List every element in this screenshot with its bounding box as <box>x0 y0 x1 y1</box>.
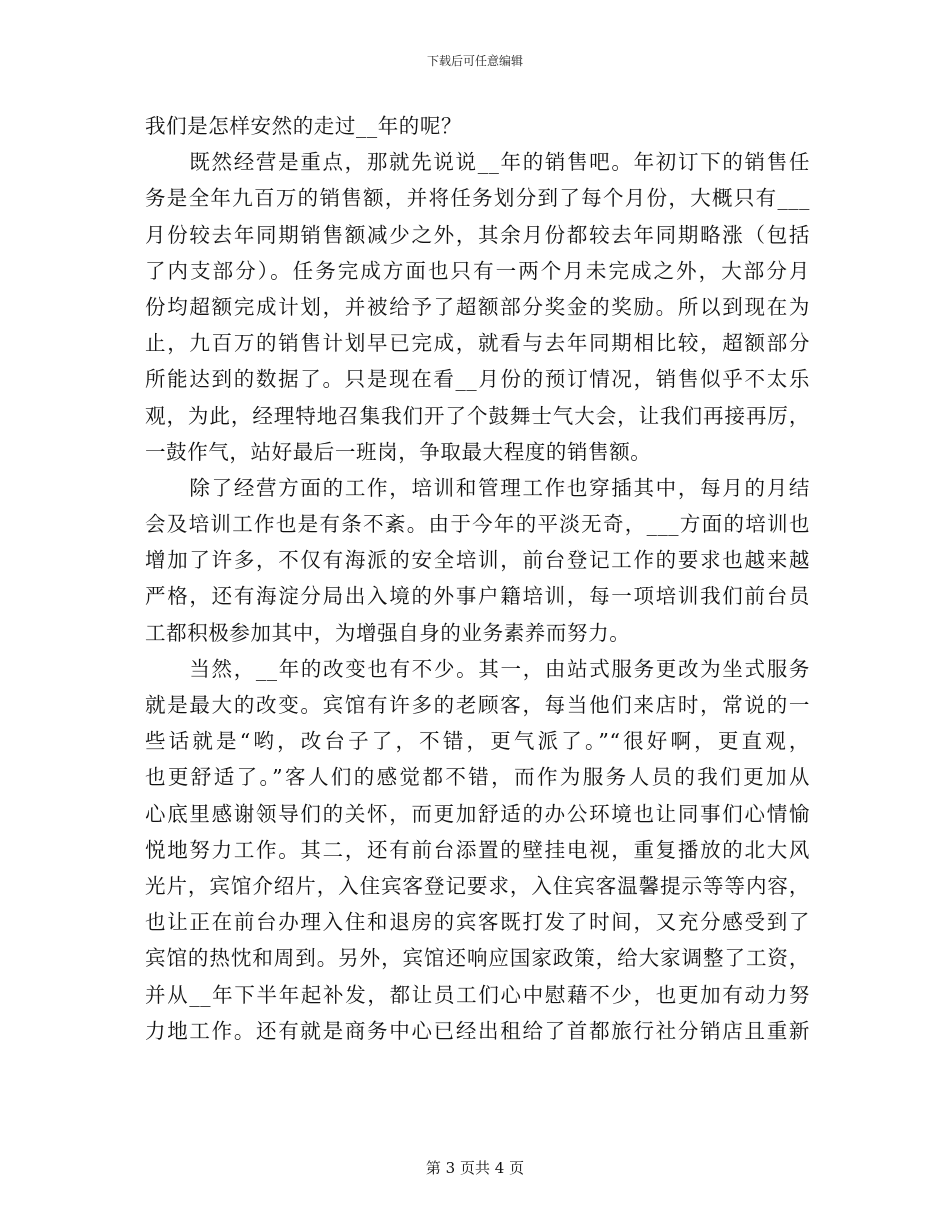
text-line: 我们是怎样安然的走过__年的呢？ <box>145 114 463 138</box>
text-line: 也让正在前台办理入住和退房的宾客既打发了时间，又充分感受到了 <box>145 910 810 935</box>
text-line: 心底里感谢领导们的关怀，而更加舒适的办公环境也让同事们心情愉 <box>145 801 810 826</box>
text-line: 既然经营是重点，那就先说说__年的销售吧。年初订下的销售任 <box>145 150 810 175</box>
text-line: 光片，宾馆介绍片，入住宾客登记要求，入住宾客温馨提示等等内容， <box>145 873 810 898</box>
text-line: 月份较去年同期销售额减少之外，其余月份都较去年同期略涨（包括 <box>145 222 810 247</box>
text-line: 增加了许多，不仅有海派的安全培训，前台登记工作的要求也越来越 <box>145 548 810 573</box>
text-line: 除了经营方面的工作，培训和管理工作也穿插其中，每月的月结 <box>145 475 810 500</box>
text-line: 一鼓作气，站好最后一班岗，争取最大程度的销售额。 <box>145 439 652 464</box>
text-line: 就是最大的改变。宾馆有许多的老顾客，每当他们来店时，常说的一 <box>145 693 810 717</box>
text-line: 严格，还有海淀分局出入境的外事户籍培训，每一项培训我们前台员 <box>145 584 810 609</box>
page-header: 下载后可任意编辑 <box>426 54 523 68</box>
text-line: 也更舒适了。”客人们的感觉都不错，而作为服务人员的我们更加从 <box>145 765 810 790</box>
text-line: 所能达到的数据了。只是现在看__月份的预订情况，销售似乎不太乐 <box>145 367 810 392</box>
text-line: 止，九百万的销售计划早已完成，就看与去年同期相比较，超额部分 <box>145 331 810 356</box>
text-line: 工都积极参加其中，为增强自身的业务素养而努力。 <box>145 620 631 645</box>
text-line: 并从__年下半年起补发，都让员工们心中慰藉不少，也更加有动力努 <box>145 982 810 1007</box>
text-line: 悦地努力工作。其二，还有前台添置的壁挂电视，重复播放的北大风 <box>145 837 810 862</box>
text-line: 观，为此，经理特地召集我们开了个鼓舞士气大会，让我们再接再厉， <box>145 403 810 428</box>
page-footer: 第 3 页共 4 页 <box>425 1159 525 1177</box>
text-line: 宾馆的热忱和周到。另外，宾馆还响应国家政策，给大家调整了工资， <box>145 946 810 971</box>
text-line: 份均超额完成计划，并被给予了超额部分奖金的奖励。所以到现在为 <box>145 294 810 319</box>
text-line: 会及培训工作也是有条不紊。由于今年的平淡无奇，___方面的培训也 <box>145 512 810 537</box>
text-line: 些话就是“哟，改台子了，不错，更气派了。”“很好啊，更直观， <box>145 729 810 754</box>
document-body <box>145 108 810 1049</box>
text-line: 当然，__年的改变也有不少。其一，由站式服务更改为坐式服务 <box>145 656 810 681</box>
text-line: 了内支部分）。任务完成方面也只有一两个月未完成之外，大部分月 <box>145 258 810 283</box>
text-line: 务是全年九百万的销售额，并将任务划分到了每个月份，大概只有___ <box>145 186 810 211</box>
text-line: 力地工作。还有就是商务中心已经出租给了首都旅行社分销店且重新 <box>145 1018 810 1043</box>
